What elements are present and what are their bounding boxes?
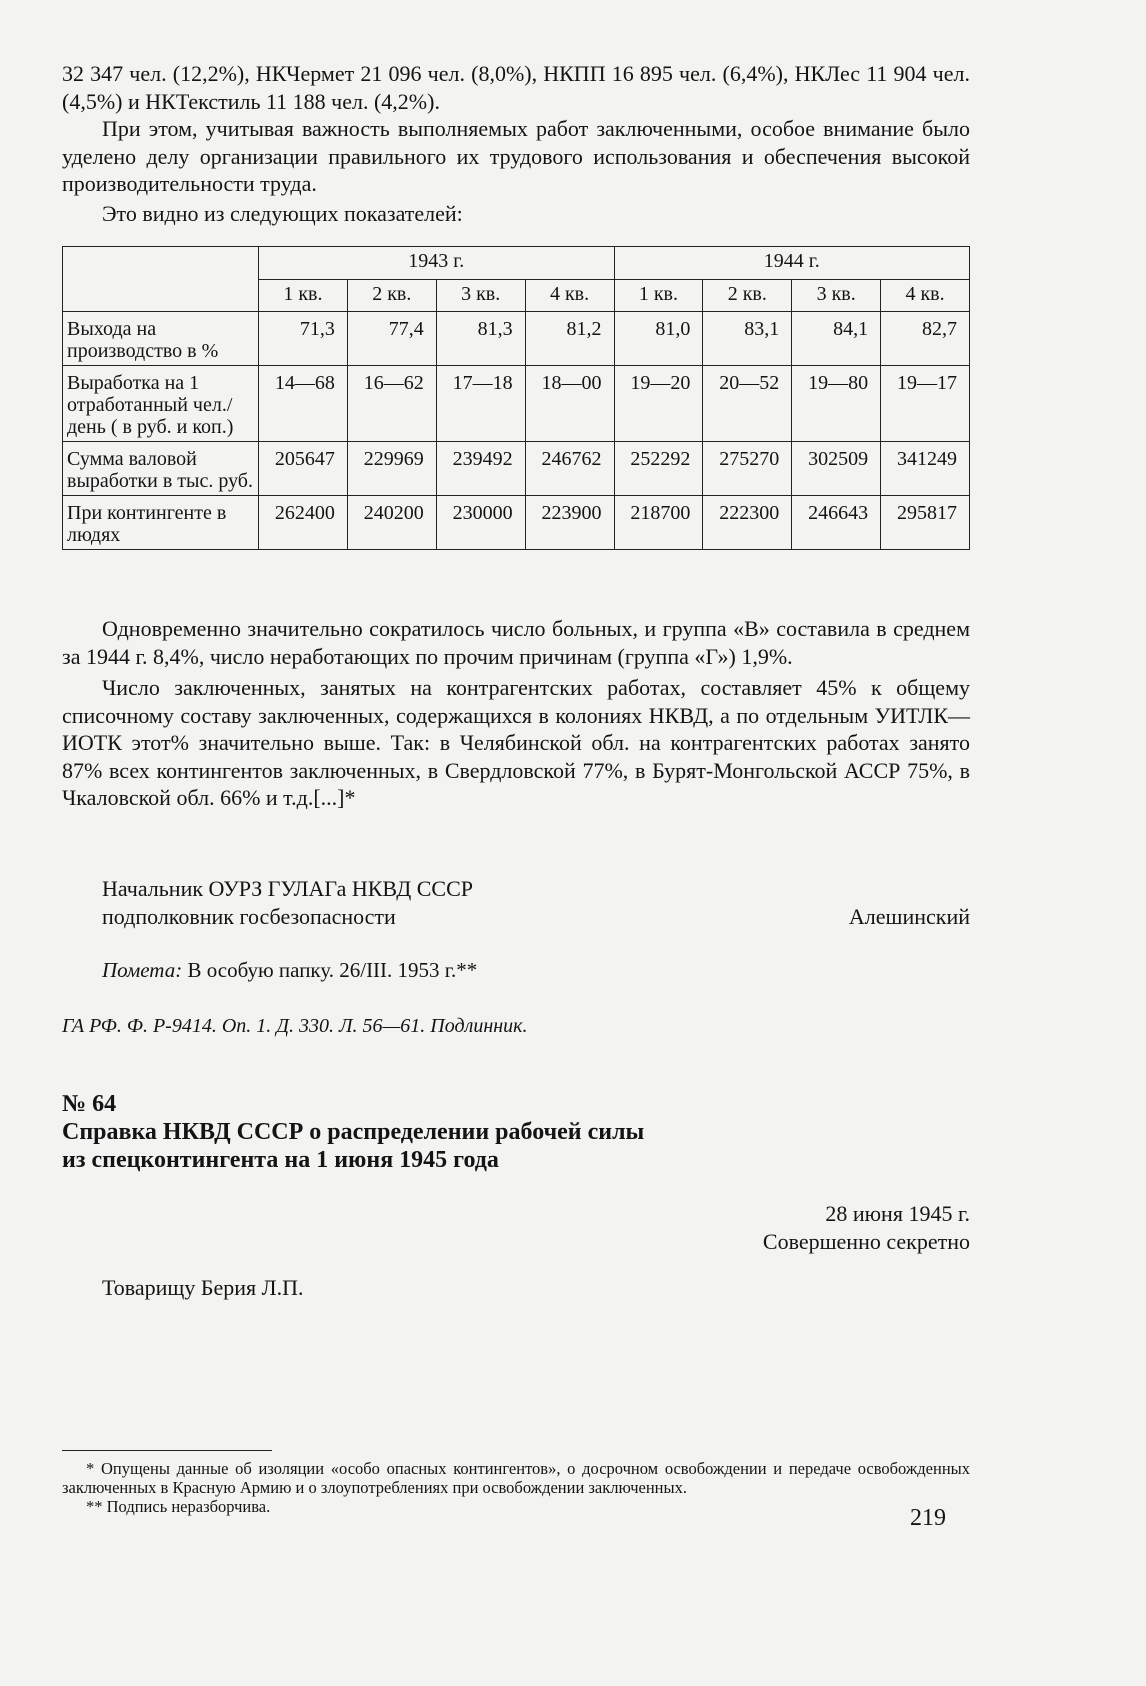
table-cell: 341249	[881, 442, 970, 496]
indicators-table-wrap	[62, 246, 970, 550]
signature-title: Начальник ОУРЗ ГУЛАГа НКВД СССР	[102, 876, 474, 901]
table-cell: 223900	[525, 496, 614, 550]
table-cell: 229969	[347, 442, 436, 496]
table-cell: 239492	[436, 442, 525, 496]
table-row	[63, 366, 970, 442]
table-cell: 246643	[792, 496, 881, 550]
year-header: 1943 г.	[259, 247, 615, 280]
paragraph: 32 347 чел. (12,2%), НКЧермет 21 096 чел. (8,0%), НКПП 16 895 чел. (6,4%), НКЛес 11 904 чел. (4,5%) и НКТекстиль 11 188 чел. (4,2%).	[62, 61, 970, 114]
indicators-table	[62, 246, 970, 550]
row-label: Сумма валовой выработки в тыс. руб.	[63, 442, 259, 496]
table-cell: 83,1	[703, 312, 792, 366]
table-cell: 262400	[259, 496, 348, 550]
quarter-header: 2 кв.	[703, 280, 792, 312]
table-cell: 302509	[792, 442, 881, 496]
table-cell: 84,1	[792, 312, 881, 366]
table-cell: 246762	[525, 442, 614, 496]
quarter-header: 1 кв.	[259, 280, 348, 312]
document-heading	[62, 1090, 970, 1174]
paragraph: При этом, учитывая важность выполняемых работ заключенными, особое внимание было уделено делу организации правильного их трудового использования и обеспечения высокой производительности труда.	[62, 116, 970, 196]
table-cell: 295817	[881, 496, 970, 550]
table-cell: 240200	[347, 496, 436, 550]
signature-block	[62, 875, 970, 931]
table-cell: 19—20	[614, 366, 703, 442]
table-cell: 252292	[614, 442, 703, 496]
signature-name: Алешинский	[848, 904, 970, 929]
page-number: 219	[910, 1505, 946, 1531]
after-table-text	[62, 615, 970, 812]
paragraph: Это видно из следующих показателей:	[102, 200, 463, 226]
signature-rank: подполковник госбезопасности	[102, 904, 396, 929]
document-number: № 64	[62, 1091, 117, 1117]
table-row	[63, 496, 970, 550]
footnote: * Опущены данные об изоляции «особо опасных контингентов», о досрочном освобождении и передаче освобожденных заключенных в Красную Армию и о злоупотреблениях при освобождении заключенных.	[62, 1459, 970, 1497]
row-label: При контингенте в людях	[63, 496, 259, 550]
table-row	[63, 312, 970, 366]
table-cell: 17—18	[436, 366, 525, 442]
footnotes	[62, 1450, 970, 1516]
table-cell: 82,7	[881, 312, 970, 366]
table-cell: 16—62	[347, 366, 436, 442]
table-corner	[63, 247, 259, 312]
note-label: Помета:	[102, 958, 183, 982]
document-date: 28 июня 1945 г.	[825, 1201, 970, 1226]
row-label: Выхода на производство в %	[63, 312, 259, 366]
footnote: ** Подпись неразборчива.	[86, 1497, 271, 1516]
table-cell: 218700	[614, 496, 703, 550]
paragraph: Одновременно значительно сократилось число больных, и группа «В» составила в среднем за 1944 г. 8,4%, число неработающих по прочим причинам (группа «Г») 1,9%.	[62, 616, 970, 669]
document-title: из спецконтингента на 1 июня 1945 года	[62, 1147, 499, 1173]
quarter-header: 4 кв.	[881, 280, 970, 312]
quarter-header: 2 кв.	[347, 280, 436, 312]
table-cell: 222300	[703, 496, 792, 550]
table-cell: 19—17	[881, 366, 970, 442]
table-cell: 18—00	[525, 366, 614, 442]
table-cell: 14—68	[259, 366, 348, 442]
table-cell: 20—52	[703, 366, 792, 442]
row-label: Выработка на 1 отработанный чел./день ( в руб. и коп.)	[63, 366, 259, 442]
document-title: Справка НКВД СССР о распределении рабочей силы	[62, 1119, 645, 1145]
table-cell: 205647	[259, 442, 348, 496]
top-text	[62, 60, 970, 227]
addressee: Товарищу Берия Л.П.	[102, 1275, 304, 1300]
table-cell: 81,3	[436, 312, 525, 366]
archive-reference: ГА РФ. Ф. Р-9414. Оп. 1. Д. 330. Л. 56—61. Подлинник.	[62, 1015, 528, 1037]
table-cell: 275270	[703, 442, 792, 496]
table-cell: 71,3	[259, 312, 348, 366]
footnote-rule	[62, 1450, 272, 1451]
quarter-header: 4 кв.	[525, 280, 614, 312]
table-row	[63, 442, 970, 496]
table-cell: 81,0	[614, 312, 703, 366]
year-header: 1944 г.	[614, 247, 970, 280]
classification: Совершенно секретно	[762, 1229, 970, 1254]
note-text: В особую папку. 26/III. 1953 г.**	[182, 958, 478, 982]
table-cell: 77,4	[347, 312, 436, 366]
note	[62, 958, 1010, 983]
quarter-header: 3 кв.	[436, 280, 525, 312]
table-cell: 19—80	[792, 366, 881, 442]
paragraph: Число заключенных, занятых на контрагентских работах, составляет 45% к общему списочному составу заключенных, содержащихся в колониях НКВД, а по отдельным УИТЛК—ИОТК этот% значительно выше. Так: в Челябинской обл. на контрагентских работах занято 87% всех контингентов заключенных, в Свердловской 77%, в Бурят-Монгольской АССР 75%, в Чкаловской обл. 66% и т.д.[...]*	[62, 675, 970, 810]
table-cell: 81,2	[525, 312, 614, 366]
table-cell: 230000	[436, 496, 525, 550]
quarter-header: 1 кв.	[614, 280, 703, 312]
document-meta	[62, 1200, 970, 1302]
quarter-header: 3 кв.	[792, 280, 881, 312]
